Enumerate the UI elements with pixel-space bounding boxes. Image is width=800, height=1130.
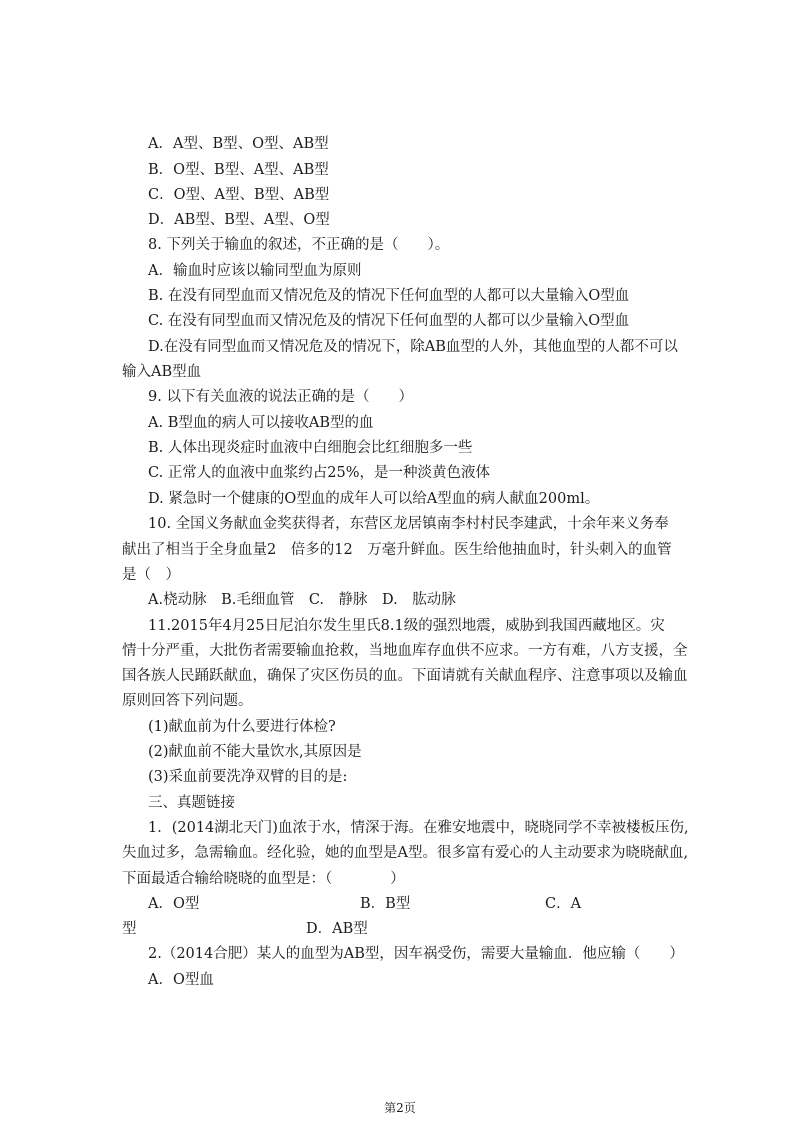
q8-option-d-line2: 输入AB型血 (122, 364, 202, 380)
q9-option-b: B. 人体出现炎症时血液中白细胞会比红细胞多一些 (148, 440, 473, 456)
r1-line3: 下面最适合输给晓晓的血型是：（ ） (122, 871, 405, 887)
q11-sub1: (1)献血前为什么要进行体检? (148, 719, 336, 735)
q8-option-d-line1: D.在没有同型血而又情况危及的情况下，除AB血型的人外，其他血型的人都不可以 (148, 339, 678, 355)
q11-sub3: (3)采血前要洗净双臂的目的是: (148, 769, 348, 785)
r1-option-d: D．AB型 (306, 921, 368, 937)
q9-option-a: A. B型血的病人可以接收AB型的血 (148, 415, 374, 431)
q11-line1: 11.2015年4月25日尼泊尔发生里氏8.1级的强烈地震，威胁到我国西藏地区。灾 (148, 618, 665, 634)
q10-line2: 献出了相当于全身血量2 倍多的12 万毫升鲜血。医生给他抽血时，针头刺入的血管 (122, 542, 672, 558)
r1-option-c: C．A (545, 896, 582, 912)
q11-line3: 国各族人民踊跃献血，确保了灾区伤员的血。下面请就有关献血程序、注意事项以及输血 (122, 668, 688, 684)
r2-stem: 2.（2014合肥）某人的血型为AB型，因车祸受伤，需要大量输血．他应输（ ） (148, 946, 684, 962)
q11-sub2: (2)献血前不能大量饮水,其原因是 (148, 744, 362, 760)
r1-option-c-wrap: 型 (122, 921, 137, 937)
section-heading: 三、真题链接 (148, 795, 235, 811)
q8-option-c: C. 在没有同型血而又情况危及的情况下任何血型的人都可以少量输入O型血 (148, 313, 630, 329)
q7-option-c: C．O型、A型、B型、AB型 (148, 187, 330, 203)
q8-option-b: B. 在没有同型血而又情况危及的情况下任何血型的人都可以大量输入O型血 (148, 288, 630, 304)
q9-option-c: C. 正常人的血液中血浆约占25%，是一种淡黄色液体 (148, 465, 491, 481)
q7-option-d: D．AB型、B型、A型、O型 (148, 212, 330, 228)
r1-line1: 1．(2014湖北天门)血浓于水，情深于海。在雅安地震中，晓晓同学不幸被楼板压伤, (148, 820, 689, 836)
r1-option-a: A．O型 (148, 896, 200, 912)
q10-line1: 10. 全国义务献血金奖获得者，东营区龙居镇南李村村民李建武，十余年来义务奉 (148, 516, 669, 532)
r1-option-b: B．B型 (360, 896, 411, 912)
q10-line3: 是（ ） (122, 567, 180, 583)
q7-option-b: B．O型、B型、A型、AB型 (148, 162, 329, 178)
q7-option-a: A．A型、B型、O型、AB型 (148, 136, 329, 152)
q11-line4: 原则回答下列问题。 (122, 693, 253, 709)
q8-option-a: A．输血时应该以输同型血为原则 (148, 263, 362, 279)
r1-line2: 失血过多，急需输血。经化验，她的血型是A型。很多富有爱心的人主动要求为晓晓献血, (122, 845, 689, 861)
q11-line2: 情十分严重，大批伤者需要输血抢救，当地血库存血供不应求。一方有难，八方支援，全 (122, 643, 688, 659)
r2-option-a: A．O型血 (148, 972, 214, 988)
q9-option-d: D. 紧急时一个健康的O型血的成年人可以给A型血的病人献血200ml。 (148, 491, 600, 507)
q9-stem: 9. 以下有关血液的说法正确的是（ ） (148, 389, 413, 405)
page-number: 第2页 (384, 1101, 416, 1115)
q10-options: A.桡动脉 B.毛细血管 C. 静脉 D. 肱动脉 (148, 592, 456, 608)
q8-stem: 8. 下列关于输血的叙述，不正确的是（ ）。 (148, 237, 450, 253)
